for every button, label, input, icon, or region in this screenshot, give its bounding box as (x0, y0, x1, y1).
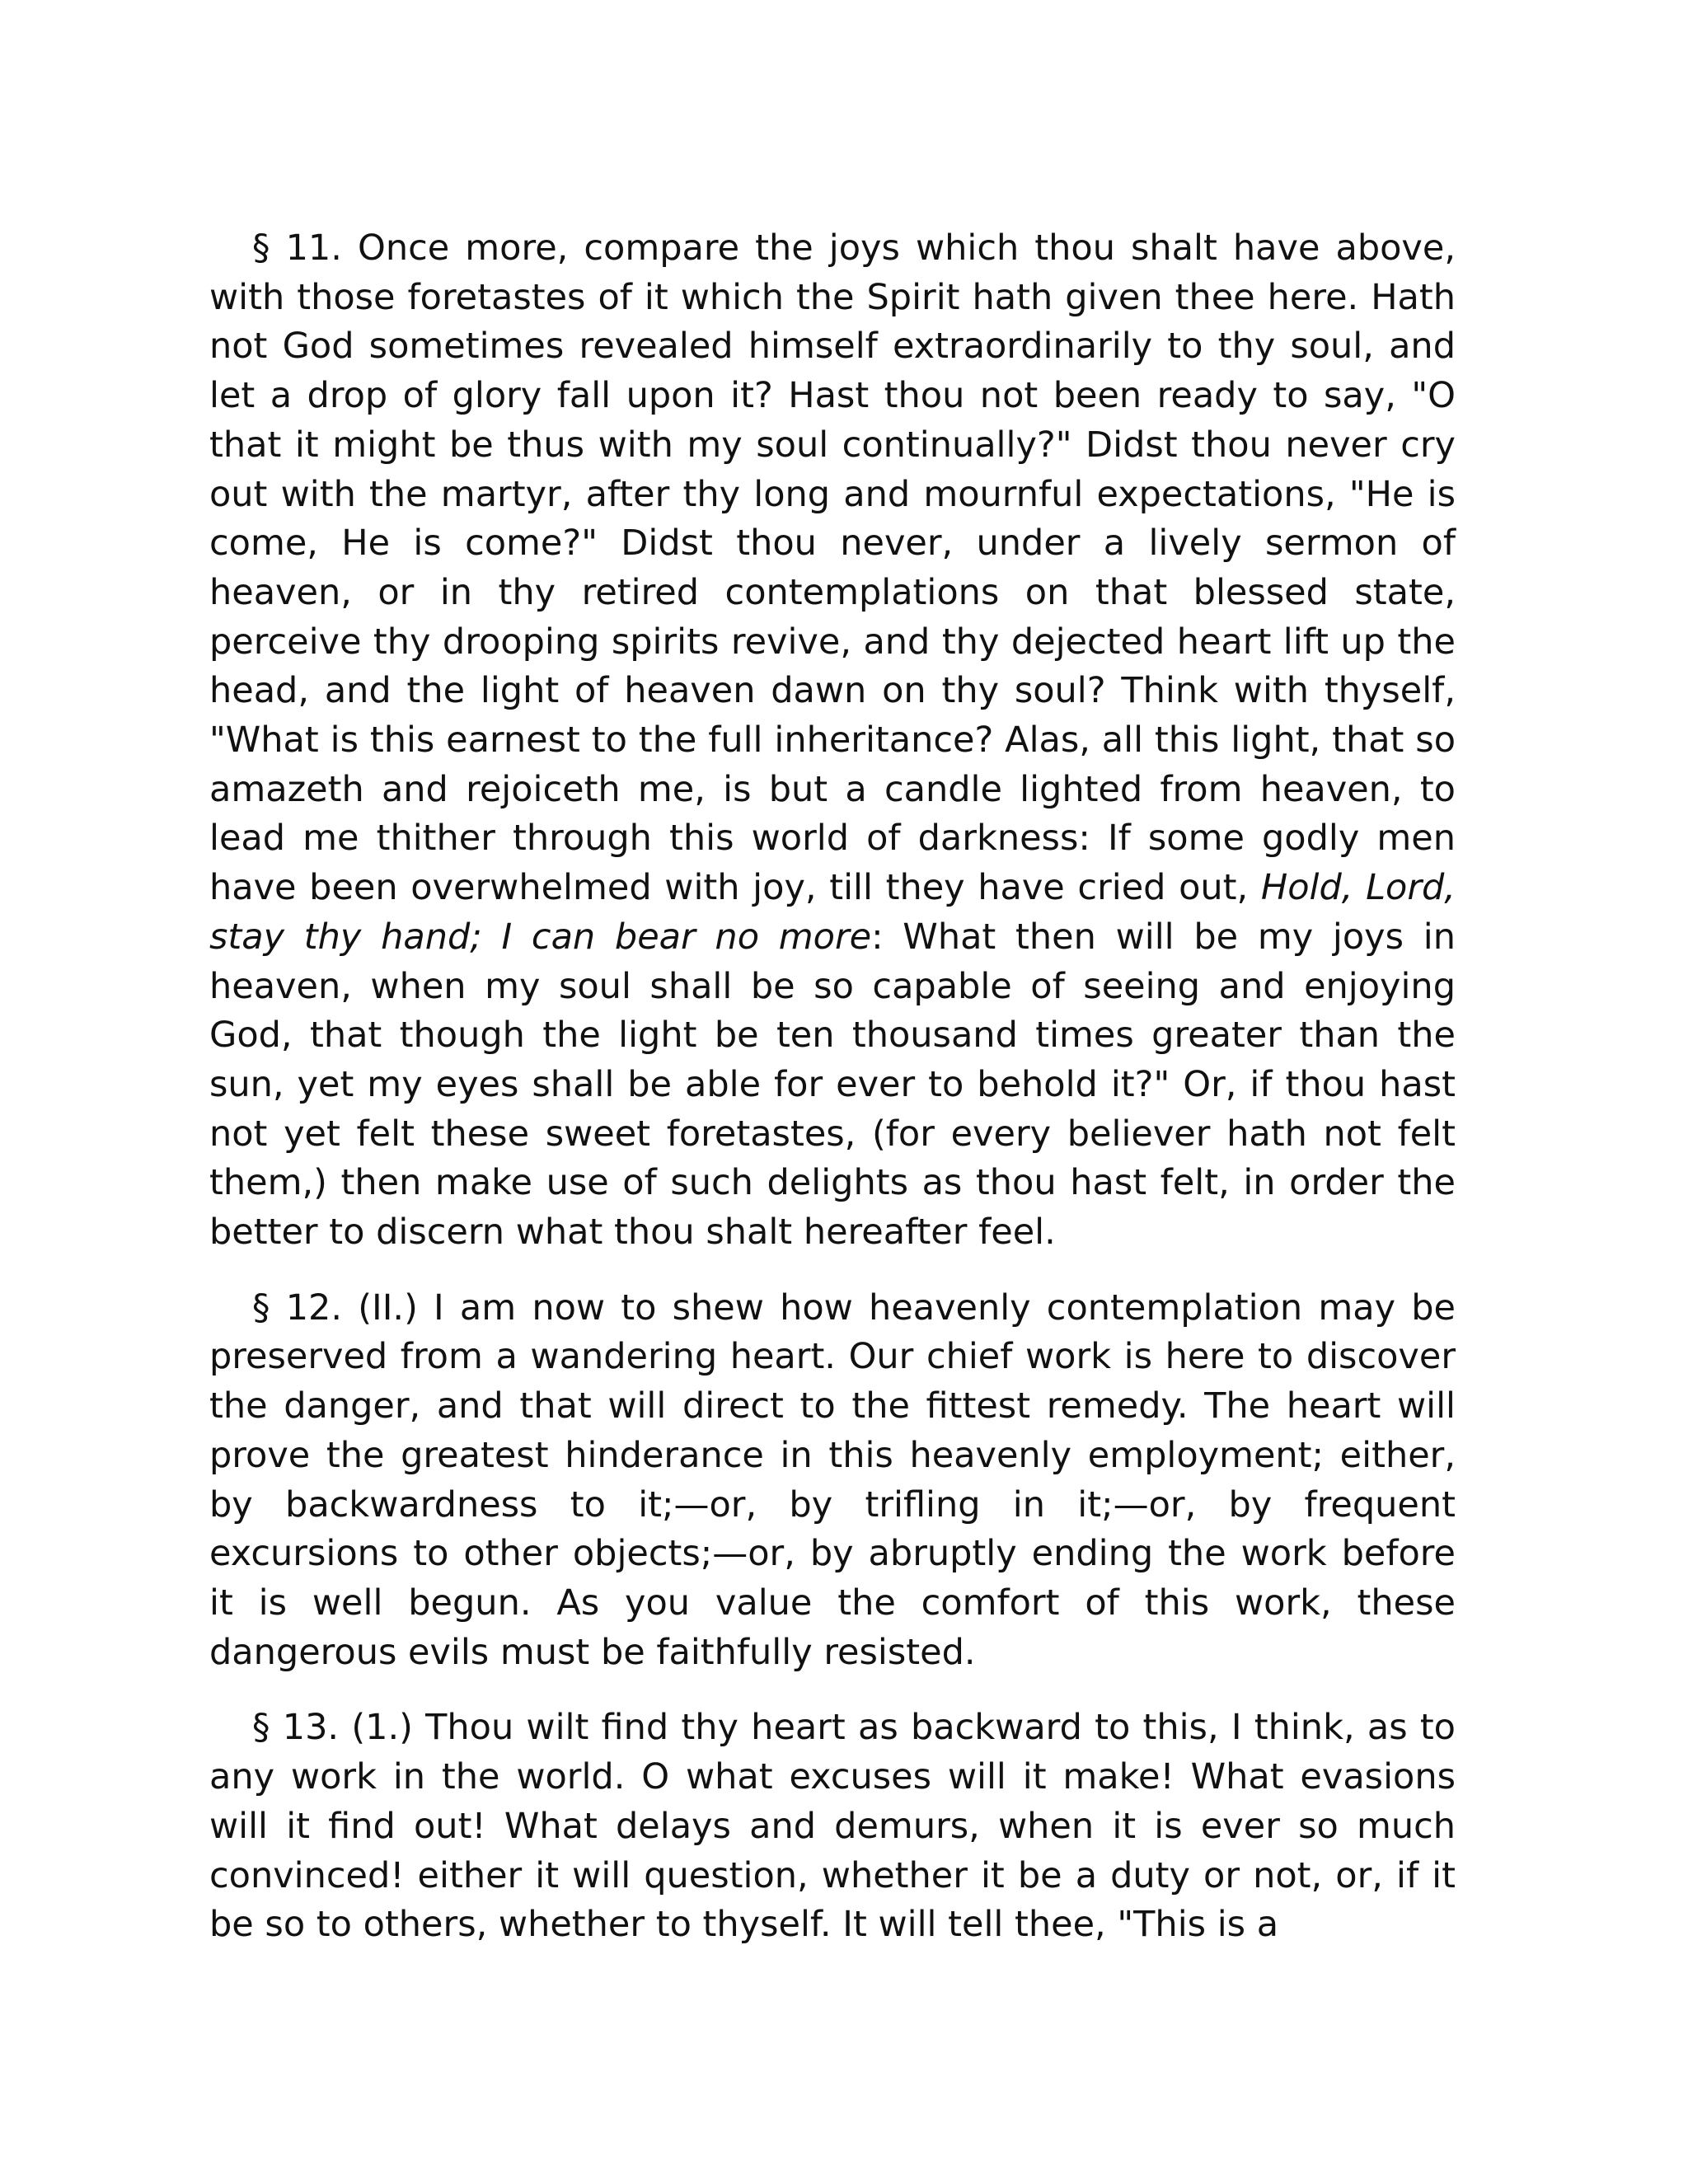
paragraph-12: § 12. (II.) I am now to shew how heavenly contemplation may be preserved from a wandering heart. Our chief work is here to discover the danger, and that will direct to the fittest remedy. The heart will prove the greatest hinderance in this heavenly employment; either, by backwardness to it;—or, by trifling in it;—or, by frequent excursions to other objects;—or, by abruptly ending the work before it is well begun. As you value the comfort of this work, these dangerous evils must be faithfully resisted. (209, 1286, 1456, 1673)
paragraph-11-italic-quote: Hold, Lord, stay thy hand; I can bear no more (209, 867, 1456, 958)
paragraph-11-text-after: : What then will be my joys in heaven, when my soul shall be so capable of seeing and enjoying God, that though the light be ten thousand times greater than the sun, yet my eyes shall be able for ever to behold it?" Or, if thou hast not yet felt these sweet foretastes, (for every believer hath not felt them,) then make use of such delights as thou hast felt, in order the better to discern what thou shalt hereafter feel. (209, 916, 1456, 1254)
paragraph-11-text-before: § 11. Once more, compare the joys which thou shalt have above, with those foretastes of it which the Spirit hath given thee here. Hath not God sometimes revealed himself extraordinarily to thy soul, and let a drop of glory fall upon it? Hast thou not been ready to say, "O that it might be thus with my soul continually?" Didst thou never cry out with the martyr, after thy long and mournful expectations, "He is come, He is come?" Didst thou never, under a lively sermon of heaven, or in thy retired contemplations on that blessed state, perceive thy drooping spirits revive, and thy dejected heart lift up the head, and the light of heaven dawn on thy soul? Think with thyself, "What is this earnest to the full inheritance? Alas, all this light, that so amazeth and rejoiceth me, is but a candle lighted from heaven, to lead me thither through this world of darkness: If some godly men have been overwhelmed with joy, till they have cried out, (209, 227, 1456, 909)
paragraph-11 (209, 224, 1456, 1258)
page-body (209, 224, 1456, 1976)
paragraph-13: § 13. (1.) Thou wilt find thy heart as backward to this, I think, as to any work in the world. O what excuses will it make! What evasions will it find out! What delays and demurs, when it is ever so much convinced! either it will question, whether it be a duty or not, or, if it be so to others, whether to thyself. It will tell thee, "This is a (209, 1707, 1456, 1946)
